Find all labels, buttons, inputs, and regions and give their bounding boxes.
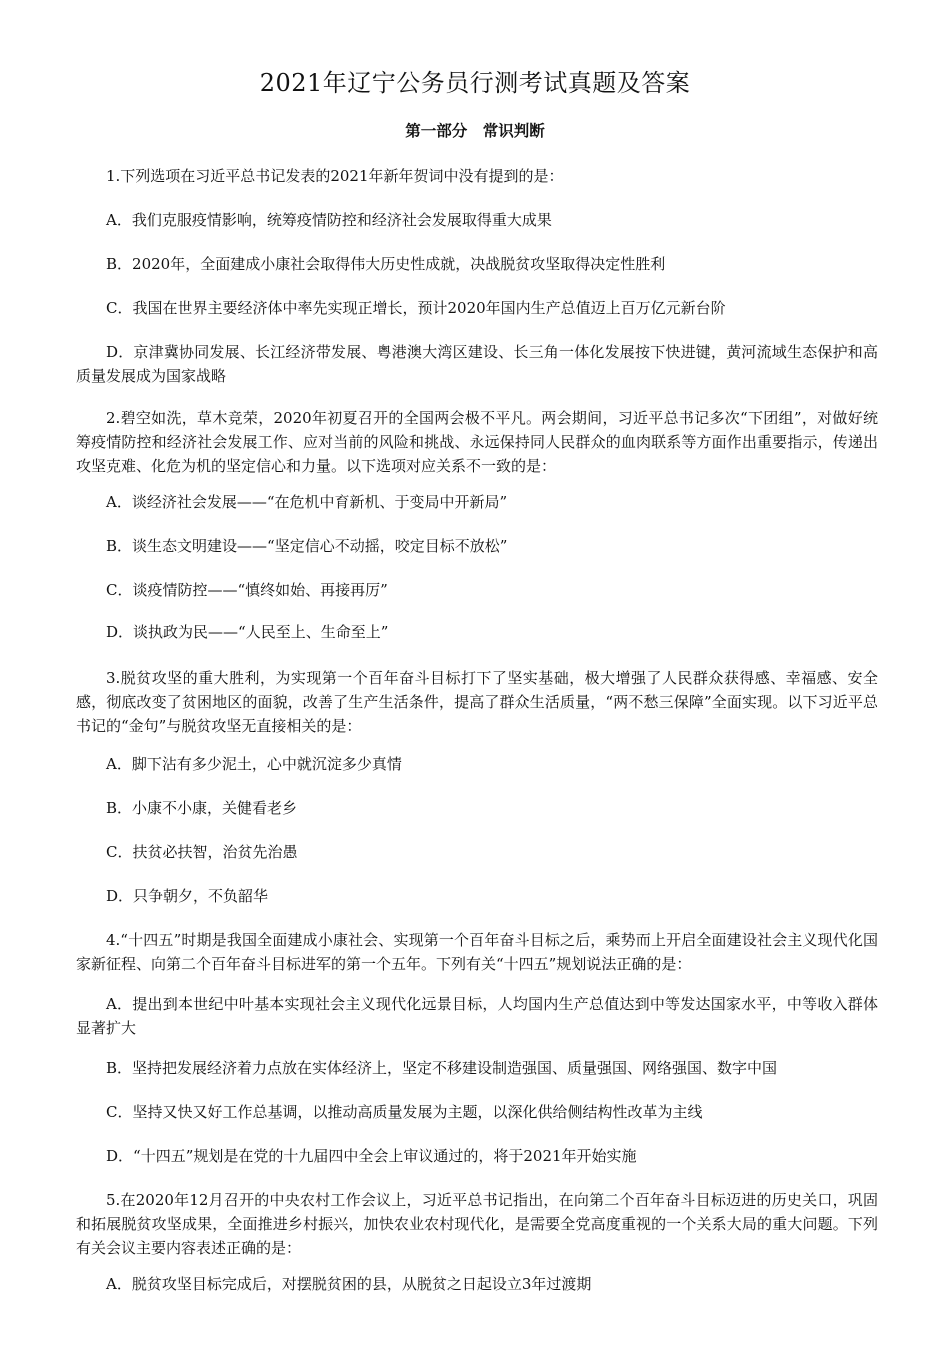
question-option: B．谈生态文明建设——“坚定信心不动摇，咬定目标不放松”	[106, 537, 508, 555]
question-stem: 3.脱贫攻坚的重大胜利，为实现第一个百年奋斗目标打下了坚实基础，极大增强了人民群众获得感、幸福感、安全感，彻底改变了贫困地区的面貌，改善了生产生活条件，提高了群众生活质量，“两不愁三保障”全面实现。以下习近平总书记的“金句”与脱贫攻坚无直接相关的是：	[76, 669, 878, 735]
question-stem: 5.在2020年12月召开的中央农村工作会议上，习近平总书记指出，在向第二个百年奋斗目标迈进的历史关口，巩固和拓展脱贫攻坚成果，全面推进乡村振兴，加快农业农村现代化，是需要全党高度重视的一个关系大局的重大问题。下列有关会议主要内容表述正确的是：	[76, 1191, 878, 1257]
question-option: C．谈疫情防控——“慎终如始、再接再厉”	[106, 581, 388, 599]
question-option: A．我们克服疫情影响，统筹疫情防控和经济社会发展取得重大成果	[106, 211, 552, 229]
question-stem: 4.“十四五”时期是我国全面建成小康社会、实现第一个百年奋斗目标之后，乘势而上开启全面建设社会主义现代化国家新征程、向第二个百年奋斗目标进军的第一个五年。下列有关“十四五”规划说法正确的是：	[76, 931, 878, 973]
question-option: A．提出到本世纪中叶基本实现社会主义现代化远景目标，人均国内生产总值达到中等发达国家水平，中等收入群体显著扩大	[76, 995, 878, 1037]
question-option: D．京津冀协同发展、长江经济带发展、粤港澳大湾区建设、长三角一体化发展按下快进键，黄河流域生态保护和高质量发展成为国家战略	[76, 343, 878, 385]
question-stem: 1.下列选项在习近平总书记发表的2021年新年贺词中没有提到的是：	[106, 167, 564, 185]
document-title: 2021年辽宁公务员行测考试真题及答案	[259, 69, 691, 97]
question-option: C．坚持又快又好工作总基调，以推动高质量发展为主题，以深化供给侧结构性改革为主线	[106, 1103, 703, 1121]
question-option: D．只争朝夕，不负韶华	[106, 887, 269, 905]
question-option: B．坚持把发展经济着力点放在实体经济上，坚定不移建设制造强国、质量强国、网络强国、数字中国	[106, 1059, 778, 1077]
question-option: D．谈执政为民——“人民至上、生命至上”	[106, 623, 389, 641]
question-option: A．谈经济社会发展——“在危机中育新机、于变局中开新局”	[106, 493, 508, 511]
question-option: A．脱贫攻坚目标完成后，对摆脱贫困的县，从脱贫之日起设立3年过渡期	[106, 1275, 592, 1293]
question-option: B．2020年，全面建成小康社会取得伟大历史性成就，决战脱贫攻坚取得决定性胜利	[106, 255, 666, 273]
question-stem: 2.碧空如洗，草木竞荣，2020年初夏召开的全国两会极不平凡。两会期间，习近平总书记多次“下团组”，对做好统筹疫情防控和经济社会发展工作、应对当前的风险和挑战、永远保持同人民群众的血肉联系等方面作出重要指示，传递出攻坚克难、化危为机的坚定信心和力量。以下选项对应关系不一致的是：	[76, 409, 878, 475]
question-option: C．我国在世界主要经济体中率先实现正增长，预计2020年国内生产总值迈上百万亿元新台阶	[106, 299, 726, 317]
question-option: D．“十四五”规划是在党的十九届四中全会上审议通过的，将于2021年开始实施	[106, 1147, 637, 1165]
question-option: A．脚下沾有多少泥土，心中就沉淀多少真情	[106, 755, 402, 773]
question-option: C．扶贫必扶智，治贫先治愚	[106, 843, 298, 861]
section-title: 第一部分 常识判断	[405, 121, 545, 140]
question-option: B．小康不小康，关健看老乡	[106, 799, 298, 817]
